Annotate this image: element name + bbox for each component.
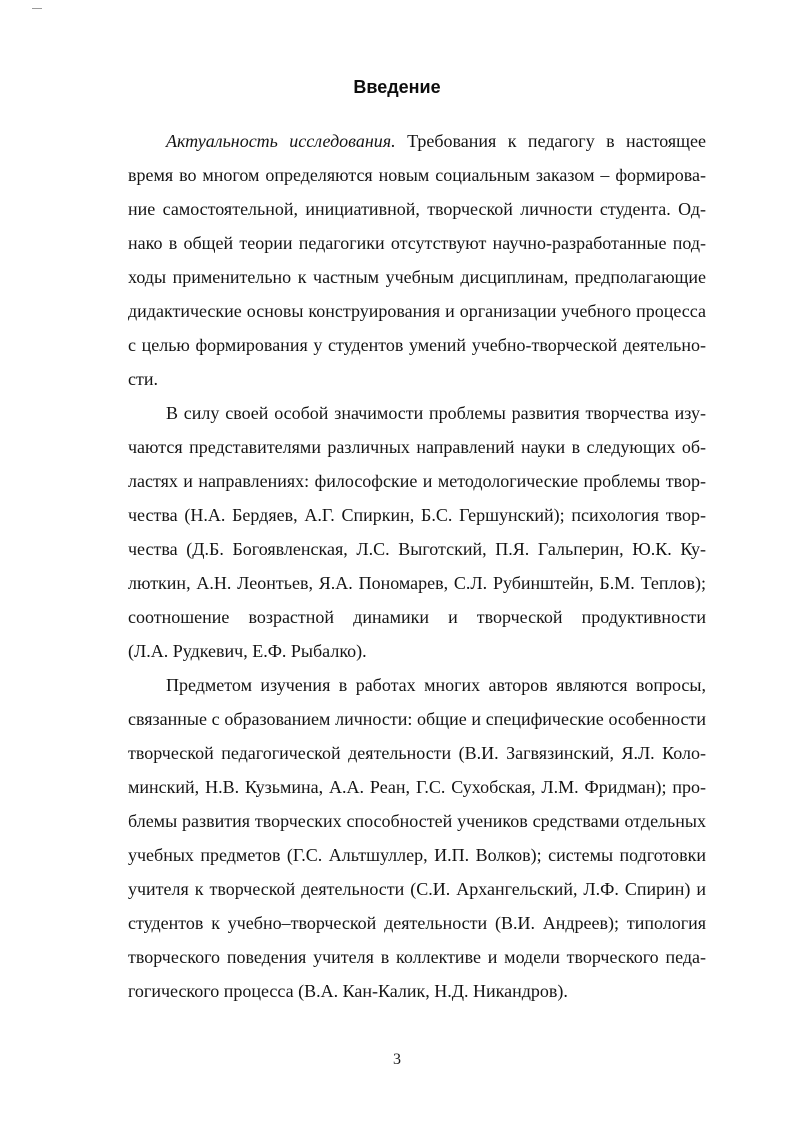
paragraph-line: ние самостоятельной, инициативной, творческой личности студента. Од- <box>128 199 706 219</box>
paragraph-line: творческого поведения учителя в коллективе и модели творческого педа- <box>128 947 706 967</box>
paragraph-line: ходы применительно к частным учебным дисциплинам, предполагающие <box>128 267 706 287</box>
paragraph-line: связанные с образованием личности: общие и специфические особенности <box>128 709 706 729</box>
paragraph-line: студентов к учебно–творческой деятельности (В.И. Андреев); типология <box>128 913 706 933</box>
page-number: 3 <box>393 1051 401 1068</box>
paragraph-line: творческой педагогической деятельности (В.И. Загвязинский, Я.Л. Коло- <box>128 743 706 763</box>
paragraph-study-subject <box>90 668 706 1008</box>
paragraph-research-areas <box>90 396 706 668</box>
scan-corner-mark <box>32 8 42 11</box>
paragraph-line: Предметом изучения в работах многих авторов являются вопросы, <box>166 675 706 695</box>
section-heading: Введение <box>353 77 441 97</box>
relevance-lead: Актуальность исследования. <box>166 131 396 151</box>
paragraph-line: соотношение возрастной динамики и творческой продуктивности <box>128 607 706 627</box>
paragraph-line: дидактические основы конструирования и организации учебного процесса <box>128 301 706 321</box>
paragraph-line: учебных предметов (Г.С. Альтшуллер, И.П. Волков); системы подготовки <box>128 845 706 865</box>
paragraph-line: чества (Д.Б. Богоявленская, Л.С. Выготский, П.Я. Гальперин, Ю.К. Ку- <box>128 539 706 559</box>
paragraph-line: ластях и направлениях: философские и методологические проблемы твор- <box>128 471 706 491</box>
paragraph-line: В силу своей особой значимости проблемы развития творчества изу- <box>166 403 706 423</box>
paragraph-relevance <box>90 124 706 396</box>
paragraph-line: минский, Н.В. Кузьмина, А.А. Реан, Г.С. Сухобская, Л.М. Фридман); про- <box>128 777 706 797</box>
paragraph-line: сти. <box>128 369 158 389</box>
paragraph-line: с целью формирования у студентов умений учебно-творческой деятельно- <box>128 335 706 355</box>
paragraph-line: чаются представителями различных направлений науки в следующих об- <box>128 437 706 457</box>
paragraph-line: (Л.А. Рудкевич, Е.Ф. Рыбалко). <box>128 641 367 661</box>
paragraph-line: нако в общей теории педагогики отсутствуют научно-разработанные под- <box>128 233 706 253</box>
paragraph-line: чества (Н.А. Бердяев, А.Г. Спиркин, Б.С. Гершунский); психология твор- <box>128 505 706 525</box>
paragraph-line: люткин, А.Н. Леонтьев, Я.А. Пономарев, С.Л. Рубинштейн, Б.М. Теплов); <box>128 573 706 593</box>
paragraph-line: Актуальность исследования. Требования к педагогу в настоящее <box>166 131 706 151</box>
paragraph-line: время во многом определяются новым социальным заказом – формирова- <box>128 165 706 185</box>
paragraph-line: гогического процесса (В.А. Кан-Калик, Н.Д. Никандров). <box>128 981 568 1001</box>
paragraph-line: блемы развития творческих способностей учеников средствами отдельных <box>128 811 706 831</box>
paragraph-line: учителя к творческой деятельности (С.И. Архангельский, Л.Ф. Спирин) и <box>128 879 706 899</box>
